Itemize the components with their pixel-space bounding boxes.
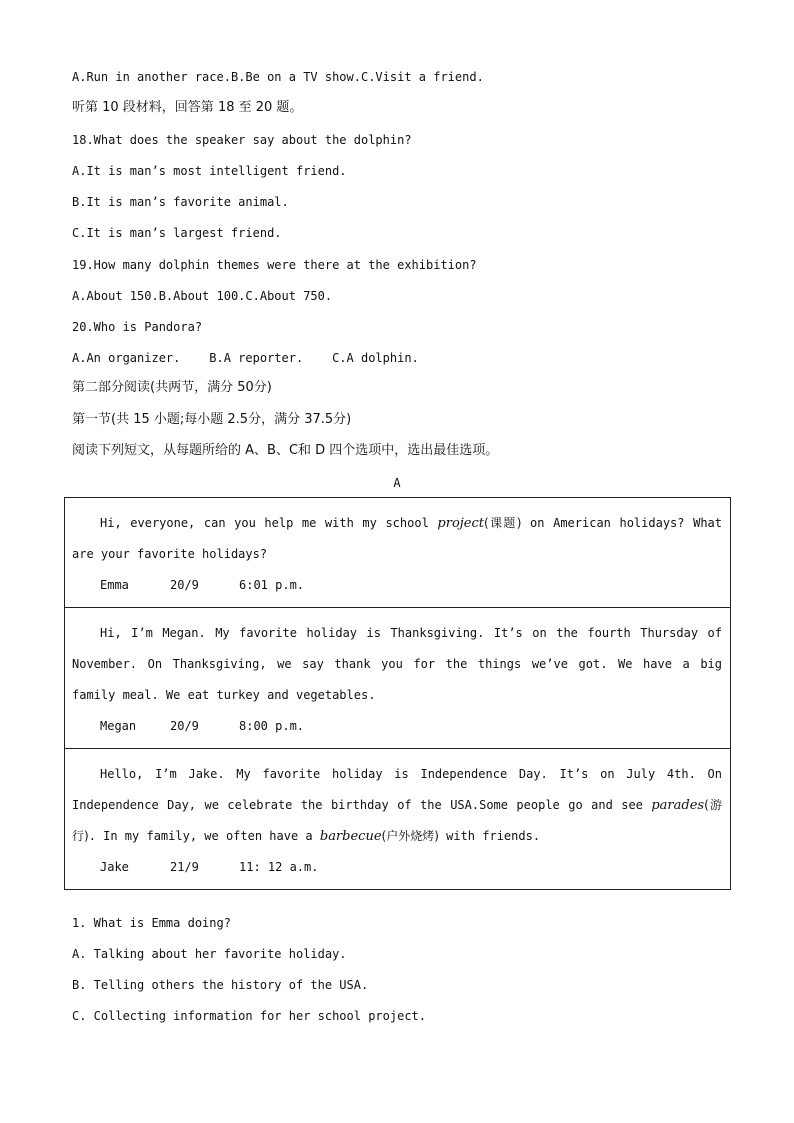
- post-time: 8:00 p.m.: [239, 719, 305, 733]
- question-19: 19.How many dolphin themes were there at the exhibition?: [72, 258, 477, 272]
- instructions: 阅读下列短文，从每题所给的 A、B、C和 D 四个选项中，选出最佳选项。: [72, 443, 499, 458]
- keyword-barbecue: barbecue: [319, 829, 382, 844]
- post-megan: [65, 608, 730, 749]
- post-date: 20/9: [170, 578, 199, 592]
- option-b: B.It is man’s favorite animal.: [72, 195, 289, 209]
- text-line: 听第 10 段材料，回答第 18 至 20 题。: [72, 100, 303, 115]
- author-name: Jake: [100, 860, 129, 874]
- post-jake: [65, 749, 730, 889]
- author-name: Emma: [100, 578, 129, 592]
- post-text: Hi, I’m Megan. My favorite holiday is Thanksgiving. It’s on the fourth Thursday of November. On Thanksgiving, we say thank you for the things we’ve got. We have a big family meal. We eat turkey and vegetables.: [72, 626, 722, 702]
- option-a: A. Talking about her favorite holiday.: [72, 947, 347, 961]
- options-20: A.An organizer. B.A reporter. C.A dolphin.: [72, 351, 419, 365]
- post-emma: [65, 498, 730, 608]
- keyword-parades: parades: [651, 798, 705, 813]
- question-1: 1. What is Emma doing?: [72, 916, 231, 930]
- option-a: A.It is man’s most intelligent friend.: [72, 164, 347, 178]
- option-c: C. Collecting information for her school project.: [72, 1009, 427, 1023]
- post-signature: [72, 570, 722, 601]
- option-c: C.It is man’s largest friend.: [72, 226, 282, 240]
- post-date: 21/9: [170, 860, 199, 874]
- option-b: B. Telling others the history of the USA.: [72, 978, 369, 992]
- section-heading: 第二部分阅读(共两节，满分 50分): [72, 380, 272, 395]
- options-19: A.About 150.B.About 100.C.About 750.: [72, 289, 333, 303]
- post-text: Hello, I’m Jake. My favorite holiday is Independence Day. It’s on July 4th. On Independence Day, we celebrate the birthday of the USA.Some people go and see parades(游行). In my family, we often have a barbecue(户外烧烤) with friends.: [72, 767, 722, 844]
- passage-label: A: [393, 476, 401, 490]
- keyword-project: project: [437, 516, 484, 531]
- question-20: 20.Who is Pandora?: [72, 320, 203, 334]
- text-line: A.Run in another race.B.Be on a TV show.C.Visit a friend.: [72, 70, 484, 84]
- post-text: Hi, everyone, can you help me with my school project(课题) on American holidays? What are your favorite holidays?: [72, 516, 722, 561]
- question-18: 18.What does the speaker say about the dolphin?: [72, 133, 412, 147]
- subsection-heading: 第一节(共 15 小题;每小题 2.5分，满分 37.5分): [72, 412, 352, 427]
- post-signature: [72, 852, 722, 883]
- post-time: 6:01 p.m.: [239, 578, 305, 592]
- post-date: 20/9: [170, 719, 199, 733]
- post-signature: [72, 711, 722, 742]
- author-name: Megan: [100, 719, 137, 733]
- post-time: 11: 12 a.m.: [239, 860, 319, 874]
- forum-posts: [64, 497, 731, 890]
